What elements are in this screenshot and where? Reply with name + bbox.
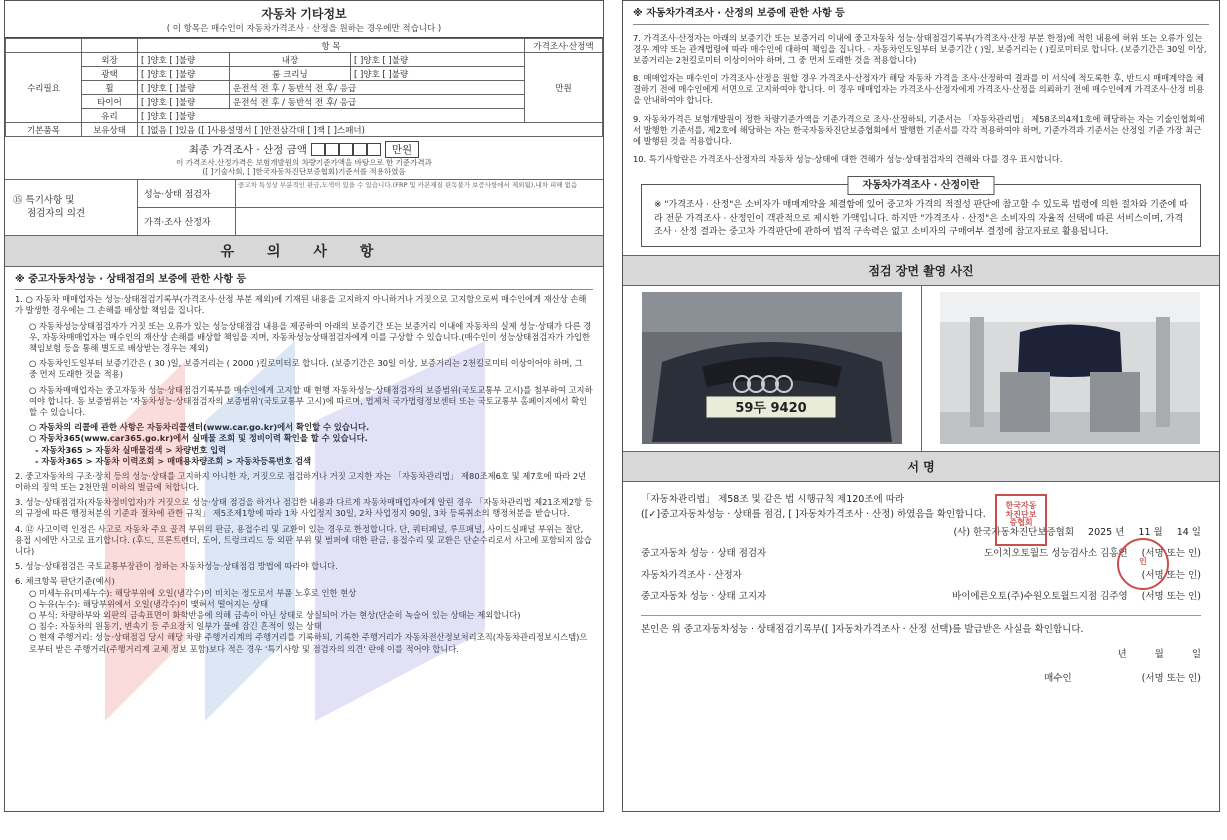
car-front-photo: [623, 286, 922, 451]
notice-item: 6. 체크항목 판단기준(예시): [15, 576, 115, 587]
notice-item: ○ 자동차365(www.car365.go.kr)에서 실매물 조회 및 정비이력 확인을 할 수 있습니다.: [29, 433, 368, 444]
row-extra: 운전석 전 후 / 동반석 전 후/ 응급: [230, 81, 525, 95]
appraisal-notes: [623, 1, 1219, 178]
row-value: [ ]양호 [ ]불량: [138, 95, 230, 109]
license-plate: 59두 9420: [735, 401, 807, 417]
photo-band: 점검 장면 촬영 사진: [623, 255, 1219, 286]
notice-band: 유 의 사 항: [5, 236, 603, 267]
sign-row: 중고자동차 성능 · 상태 점검자 도이치오토월드 성능검사소 김홍연 (서명 또는 인): [641, 548, 1201, 560]
final-note-2: ([ ]기술사회, [ ]한국자동차진단보증협회)기준서를 적용하였음: [202, 167, 406, 177]
row-name: 유리: [82, 109, 138, 123]
notice-item: ○ 자동차매매업자는 중고자동차 성능·상태점검기록부를 매수인에게 고지할 때 현행 자동차성능·상태점검자의 보증범위(국토교통부 고시)를 첨부하여 고지하여야 합니다. 동 보증범위는 '자동차성능·상태점검자의 보증범위'(국토교통부 고시)에 따르며, 법제처 국가법령정보센터 또는 국토교통부 홈페이지에서 확인할 수 있습니다.: [29, 384, 593, 417]
buyer-sign: (서명 또는 인): [1141, 673, 1201, 685]
repair-label: 수리필요: [6, 53, 82, 123]
notice-item: ○ 자동차성능상태점검자가 거짓 또는 오류가 있는 성능상태점검 내용을 제공하여 아래의 보증기간 또는 보증거리 이내에 자동차의 실제 성능·상태가 다른 경우, 자동차매매업자는 매수인의 재산상 손해를 배상할 책임을 지며, 자동차성능상태점검자에게 이를 구상할 수 있습니다.(매수인이 성능상태점검자가 가입한 책임보험 등을 통해 별도로 배상받는 경우는 제외): [29, 320, 592, 353]
notice-item: - 자동차365 > 자동차 실매물검색 > 차량번호 입력: [35, 444, 227, 455]
row-name: 타이어: [82, 95, 138, 109]
receipt-confirm: 본인은 위 중고자동차성능 · 상태점검기록부([ ]자동차가격조사 · 산정 선택)를 발급받은 사실을 확인합니다.: [641, 624, 1084, 635]
notice-item: 3. 성능·상태점검자(자동차정비업자)가 거짓으로 성능·상태 점검을 하거나 점검한 내용과 다르게 자동차매매업자에게 알린 경우 「자동차관리법 제21조제2항 등의 규정에 따른 행정처분의 기준과 절차에 관한 규칙」 제5조제1항에 따라 1차 사업정지 30일, 2차 사업정지 90일, 3차 등록취소의 행정처분을 받습니다.: [15, 497, 593, 519]
final-title: 최종 가격조사 · 산정 금액: [188, 144, 307, 156]
header-item: 항 목: [138, 39, 525, 53]
left-page: [4, 0, 604, 812]
price-unit: 만원: [525, 53, 603, 123]
round-seal-stamp: 인: [1117, 538, 1169, 590]
notice-item: ○ 미세누유(미세누수): 해당부위에 오일(냉각수)이 비치는 정도로서 부품 노후로 인한 현상: [29, 587, 357, 598]
appraisal-item: 10. 특기사항란은 가격조사·산정자의 자동차 성능·상태에 대한 견해가 성능·상태점검자의 견해와 다를 경우 표시합니다.: [633, 154, 1063, 165]
row-name-2: 내장: [230, 53, 351, 67]
photo-row: [623, 286, 1219, 452]
appraisal-heading: ※ 자동차가격조사 · 산정의 보증에 관한 사항 등: [633, 7, 1209, 25]
notice-item: 4. ⑫ 사고이력 인정은 사고로 자동차 주요 골격 부위의 판금, 용접수리 및 교환이 있는 경우로 한정합니다. 단, 쿼터패널, 루프패널, 사이드실패널 부위는 절단, 용접 시에만 사고로 표기합니다. (후드, 프론트펜더, 도어, 트렁크리드 등 외판 부위 및 범퍼에 대한 판금, 용접수리 및 교환은 단순수리로서 사고에 포함되지 않습니다): [15, 523, 592, 556]
right-page: [622, 0, 1220, 812]
special-notes: [5, 180, 603, 236]
amount-boxes: [311, 143, 381, 156]
row-value: [ ]양호 [ ]불량: [138, 109, 525, 123]
date-month: 11 월: [1138, 527, 1163, 539]
inspector-label: 성능·상태 점검자: [138, 180, 236, 207]
row-value: [ ]양호 [ ]불량: [138, 81, 230, 95]
repair-table: [5, 38, 603, 137]
buyer-label: 매수인: [1044, 673, 1072, 685]
square-seal-stamp: 한국자동 차진단보 증협회: [995, 494, 1047, 546]
final-unit: 만원: [385, 141, 419, 158]
notice-heading: ※ 중고자동차성능 · 상태점검의 보증에 관한 사항 등: [15, 273, 593, 291]
row-name-2: 룸 크리닝: [230, 67, 351, 81]
appraisal-item: 8. 매매업자는 매수인이 가격조사·산정을 원할 경우 가격조사·산정자가 해당 자동차 가격을 조사·산정하여 결과를 이 서식에 적도록한 후, 반드시 매매계약을 체결하기 전에 매수인에게 서면으로 고지하여야 합니다. 이 경우 매매업자는 가격조사·산정자에게 가격조사·산정을 의뢰하기 전에 매수인에게 가격조사·산정 비용을 안내하여야 합니다.: [633, 73, 1205, 106]
appraisal-item: 7. 가격조사·산정자는 아래의 보증기간 또는 보증거리 이내에 중고자동차 성능·상태점검기록부(가격조사·산정 부분 한정)에 적힌 내용에 허위 또는 오류가 있는 경우 계약 또는 관계법령에 따라 매수인에 대하여 책임을 집니다. · 자동차인도일부터 보증기간 ( )일, 보증거리는 ( )킬로미터로 합니다. (보증기간은 30일 이상, 보증거리는 2천킬로미터 이상이어야 하며, 그 중 먼저 도래한 것을 적용합니다): [633, 32, 1207, 65]
final-note-1: 이 가격조사.산정가격은 보험개발원의 차량기준가액을 바탕으로 한 기준가격과: [176, 158, 432, 167]
special-label: ⑮ 특기사항 및 점검자의 의견: [5, 180, 138, 235]
final-price-box: [5, 137, 603, 180]
notice-item: ○ 누유(누수): 해당부위에서 오일(냉각수)이 맺혀서 떨어지는 상태: [29, 598, 269, 609]
notice-item: ○ 침수: 자동차의 원동기, 변속기 등 주요장치 일부가 물에 잠긴 흔적이 있는 상태: [29, 621, 322, 632]
notice-list: [5, 267, 603, 661]
car-lift-photo: [922, 286, 1220, 451]
definition-text: ※ "가격조사 · 산정"은 소비자가 매매계약을 체결함에 있어 중고차 가격의 적절성 판단에 참고할 수 있도록 법령에 의한 절차와 기준에 따라 전문 가격조사 · 산정인이 객관적으로 제시한 가액입니다. 하지만 "가격조사 · 산정"은 소비자의 자율적 선택에 따른 서비스이며, 가격조사 · 산정 결과는 중고차 가격판단에 관하여 법적 구속력은 없고 소비자의 구매여부 결정에 참고자료로 활용됩니다.: [654, 200, 1188, 238]
row-value-2: [ ]양호 [ ]불량: [350, 67, 524, 81]
section-title: 자동차 기타정보: [261, 7, 347, 21]
inspector-note: 중고차 특성상 부분적인 판금,도색이 있을 수 있습니다.(FRP 및 카본재질 판독불가 보증사항에서 제외됨),내차 피해 없음: [238, 180, 578, 189]
basic-label: 기본품목: [6, 123, 82, 137]
definition-title: 자동차가격조사 · 산정이란: [847, 176, 994, 195]
row-name: 휠: [82, 81, 138, 95]
sign-row: 자동차가격조사 · 산정자 (서명 또는 인): [641, 569, 1201, 581]
appraiser-label: 가격·조사 산정자: [138, 208, 236, 235]
notice-item: ○ 자동차의 리콜에 관한 사항은 자동차리콜센터(www.car.go.kr)에서 확인할 수 있습니다.: [29, 422, 370, 433]
row-name: 외장: [82, 53, 138, 67]
row-value-2: [ ]양호 [ ]불량: [350, 53, 524, 67]
organization-name: (사) 한국자동차진단보증협회: [953, 527, 1075, 539]
notice-item: 5. 성능·상태점검은 국토교통부장관이 정하는 자동차성능·상태점검 방법에 따라야 합니다.: [15, 561, 338, 572]
basic-value: [ ]없음 [ ]있음 ([ ]사용설명서 [ ]안전삼각대 [ ]잭 [ ]스패너): [138, 123, 603, 137]
notice-item: - 자동차365 > 자동차 이력조회 > 매매용차량조회 > 자동차등록번호 검색: [35, 455, 312, 466]
row-name: 광택: [82, 67, 138, 81]
notice-item: ○ 부식: 차량하부와 외판의 금속표면이 화학반응에 의해 금속이 아닌 상태로 상실되어 가는 현상(단순히 녹슬어 있는 상태는 제외합니다): [29, 609, 521, 620]
header-price: 가격조사·산정액: [525, 39, 603, 53]
notice-item: ○ 자동차인도일부터 보증기간은 ( 30 )일, 보증거리는 ( 2000 )킬로미터로 합니다. (보증기간은 30일 이상, 보증거리는 2천킬로미터 이상이어야 하며, 그 중 먼저 도래한 것을 적용): [29, 358, 583, 380]
sign-row: 중고자동차 성능 · 상태 고지자 바이에른오토(주)수원오토월드지점 김주영 (서명 또는 인): [641, 590, 1201, 602]
section-subtitle: ( 이 항목은 매수인이 자동차가격조사 · 산정을 원하는 경우에만 적습니다 ): [5, 22, 603, 38]
notice-item: 2. 중고자동차의 구조·장치 등의 성능·상태를 고지하지 아니한 자, 거짓으로 점검하거나 거짓 고지한 자는 「자동차관리법」 제80조제6호 및 제7호에 따라 2년 이하의 징역 또는 2천만원 이하의 벌금에 처합니다.: [15, 470, 587, 493]
date-day: 14 일: [1176, 527, 1201, 539]
sign-law-line: 「자동차관리법」 제58조 및 같은 법 시행규칙 제120조에 따라: [641, 493, 905, 505]
notice-item: ○ 현재 주행거리: 성능·상태점검 당시 해당 차량 주행거리계의 주행거리를 기록하되, 기록한 주행거리가 자동차전산정보처리조직(자동차관리정보시스템)으로부터 받은 주행거리(주행거리계 교체 정보 포함)보다 적은 경우 '특기사항 및 점검자의 의견' 란에 이를 적어야 합니다.: [29, 632, 588, 654]
signature-section: 「자동차관리법」 제58조 및 같은 법 시행규칙 제120조에 따라 ([✓]중고자동차성능 · 상태를 점검, [ ]자동차가격조사 · 산정) 하였음을 확인합니다. (사) 한국자동차진단보증협회 2025 년 11 월 14 일 중고자동차 성능 · 상태 점검자 도이치오토월드 성능검사소 김홍연 (서명 또는 인) 자동차가격조사 · 산정자 (서명 또는 인) 중고자동차 성능 · 상태 고지자 바이에른오토(주)수원오토월드지점 김주영 (서명 또는 인) 본인은 위 중고자동차성능 · 상태점검기록부([ ]자동차가격조사 · 산정 선택)를 발급받은 사실을 확인합니다. 년 월 일 매수인 (서명 또는 인) 한국자동 차진단보 증협회 인: [623, 482, 1219, 700]
sign-confirm-line: ([✓]중고자동차성능 · 상태를 점검, [ ]자동차가격조사 · 산정) 하였음을 확인합니다.: [641, 509, 986, 521]
date-year: 2025 년: [1088, 527, 1125, 539]
appraisal-item: 9. 자동차가격은 보험개발원이 정한 차량기준가액을 기준가격으로 조사·산정하되, 기준서는 「자동차관리법」 제58조의4제1호에 해당하는 자는 기술인협회에서 발행한 기준서를, 제2호에 해당하는 자는 한국자동차진단보증협회에서 발행한 기준서를 각각 적용하여야 하며, 기준가격과 기준서는 산정일 기준 가장 최근에 발행된 것을 적용합니다.: [633, 113, 1205, 146]
row-value: [ ]양호 [ ]불량: [138, 67, 230, 81]
row-value: [ ]양호 [ ]불량: [138, 53, 230, 67]
basic-sub: 보유상태: [82, 123, 138, 137]
sign-band: 서 명: [623, 452, 1219, 482]
definition-box: [641, 180, 1201, 247]
row-extra: 운전석 전 후 / 동반석 전 후/ 응급: [230, 95, 525, 109]
notice-item: 1. ○ 자동차 매매업자는 성능·상태점검기록부(가격조사·산정 부분 제외)에 기재된 내용을 고지하지 아니하거나 거짓으로 고지함으로써 매수인에게 재산상 손해가 발생한 경우에는 그 손해를 배상할 책임을 집니다.: [15, 294, 587, 316]
